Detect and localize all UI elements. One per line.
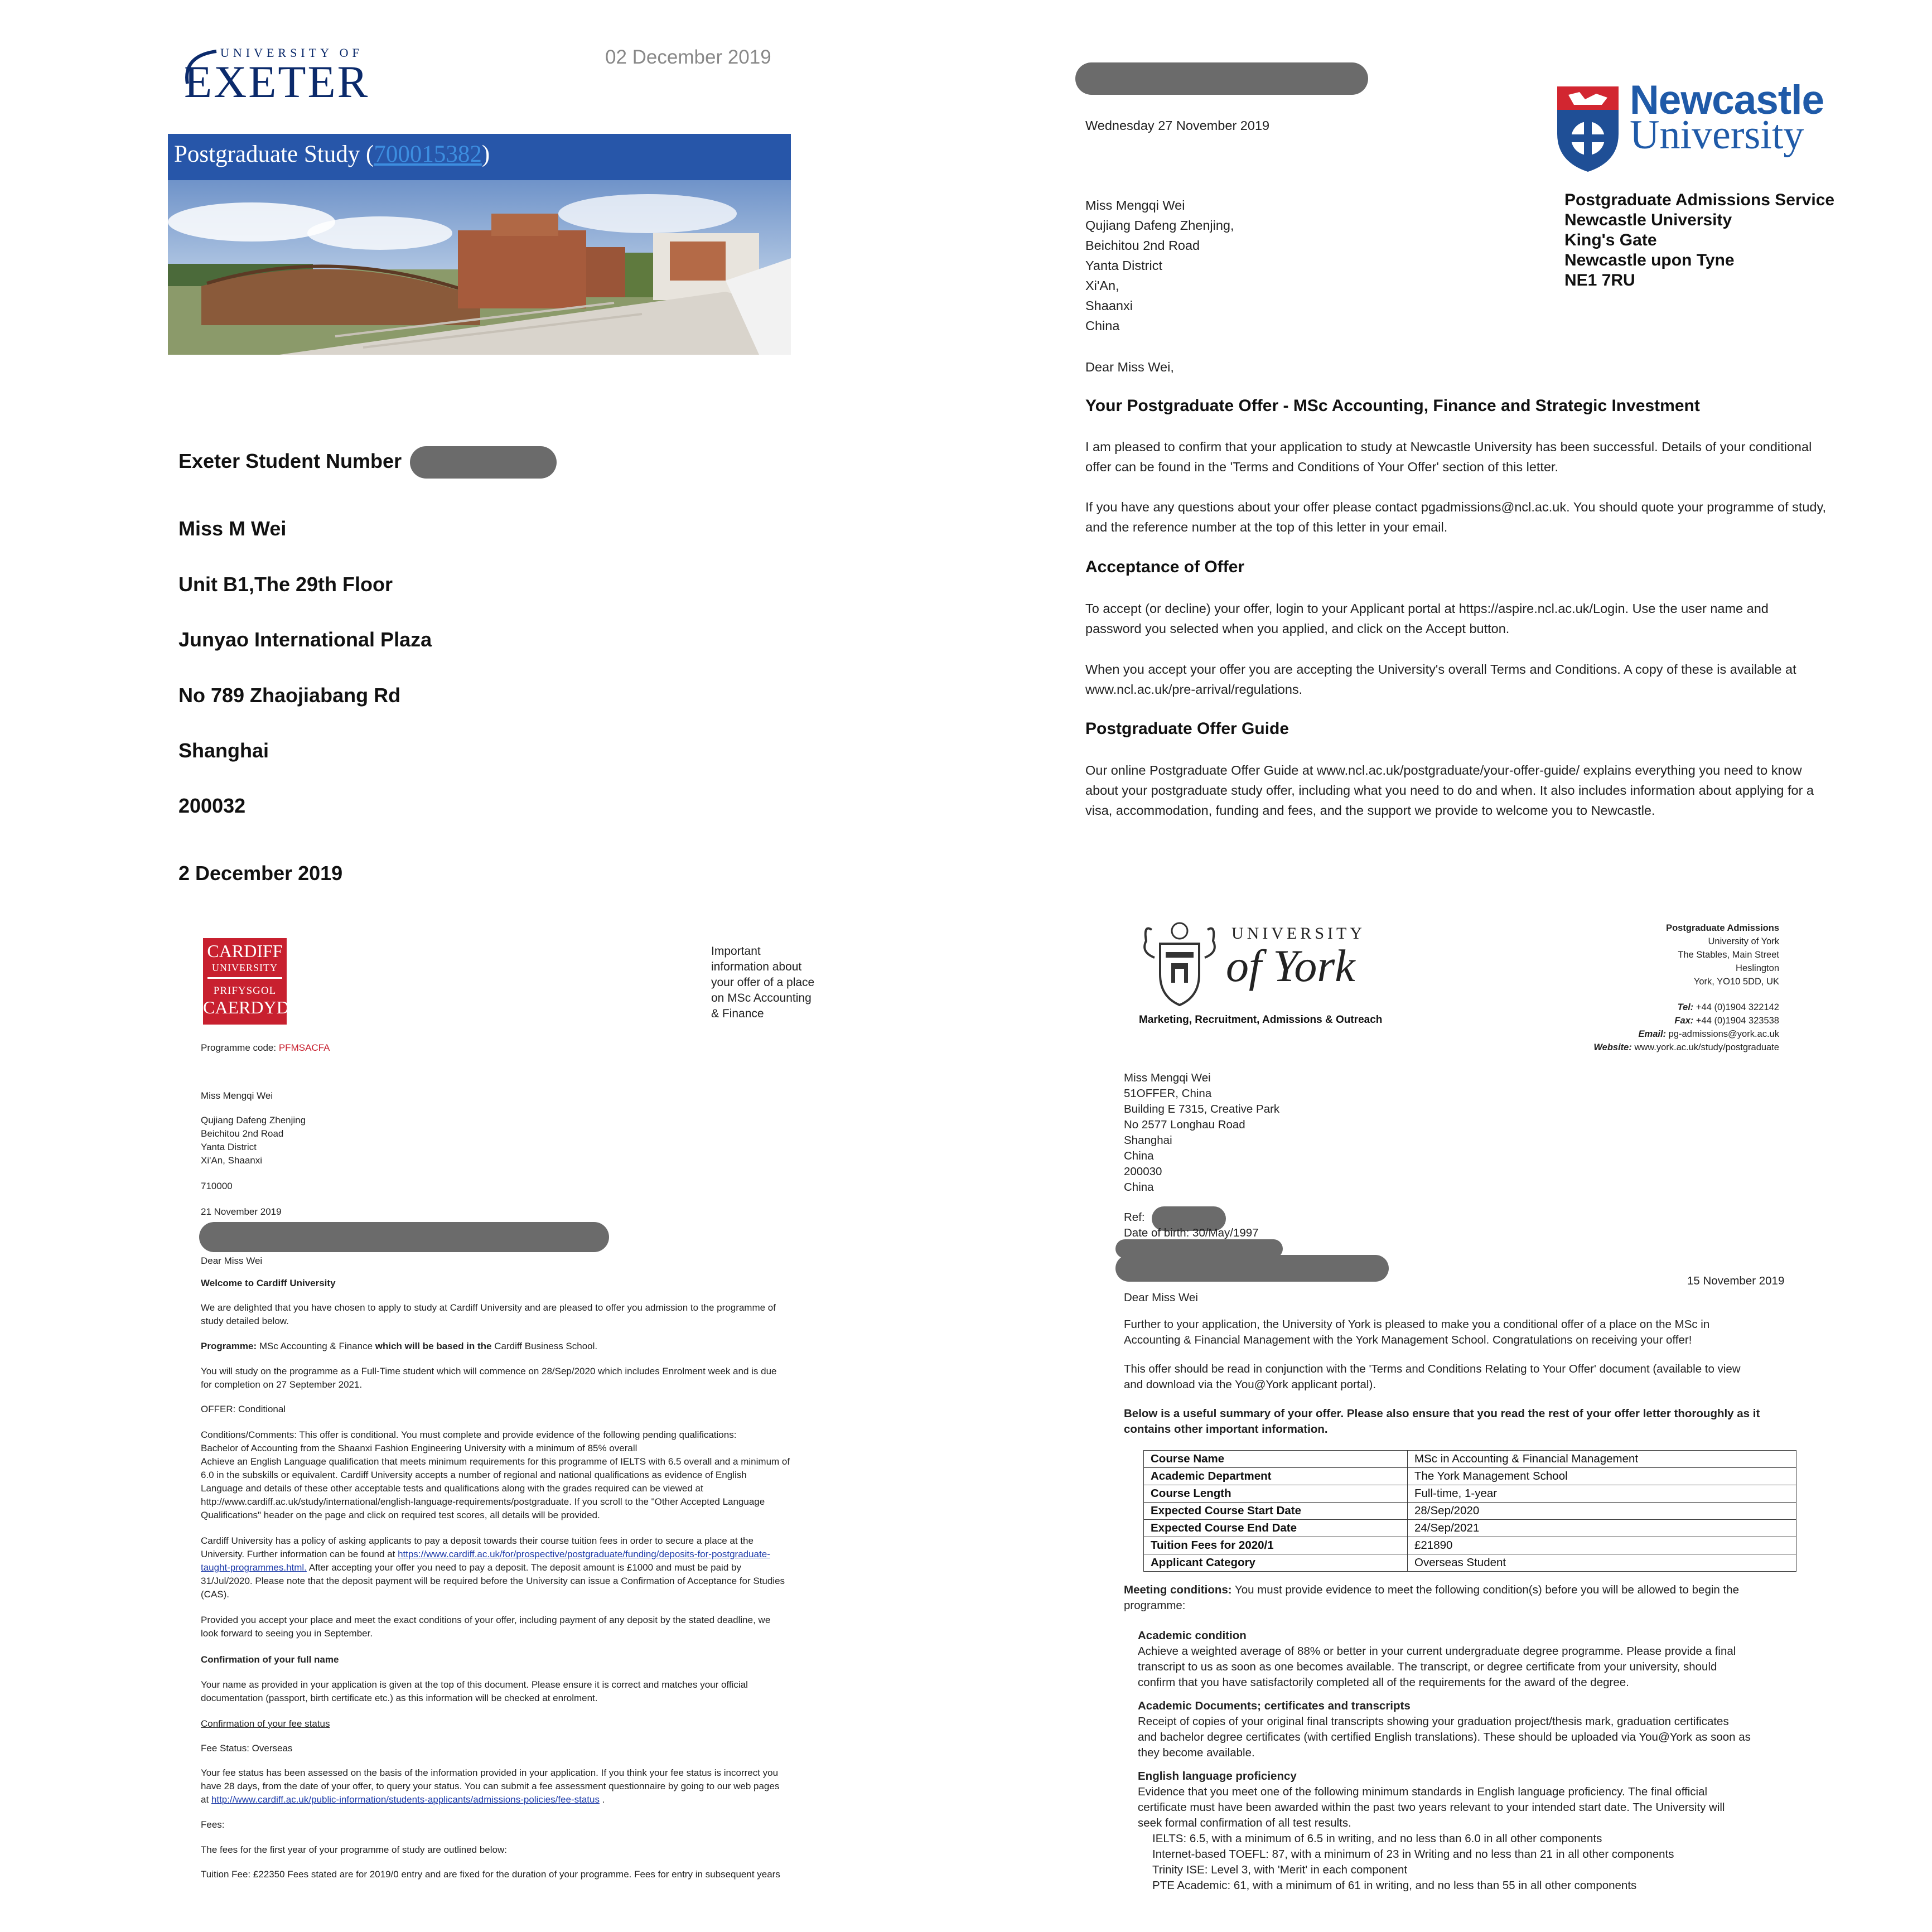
newcastle-offer-heading: Your Postgraduate Offer - MSc Accounting, Finance and Strategic Investment <box>1085 397 1700 415</box>
cardiff-paragraph: documentation (passport, birth certificate etc.) as this information will be checked at enrolment. <box>201 1693 598 1703</box>
table-value: Overseas Student <box>1408 1554 1796 1572</box>
cardiff-deposit-text: University. Further information can be found at <box>201 1549 398 1559</box>
cardiff-conditions-line: 6.0 in the subskills or equivalent. Cardiff University accepts a number of regional and national qualifications as evidence of English <box>201 1470 747 1480</box>
cardiff-offer-status: OFFER: Conditional <box>201 1404 286 1414</box>
cardiff-programme-line <box>201 1341 597 1352</box>
table-row <box>1144 1554 1796 1572</box>
table-row <box>1144 1468 1796 1485</box>
table-value: £21890 <box>1408 1537 1796 1554</box>
newcastle-paragraph: password you selected when you applied, and click on the Accept button. <box>1085 621 1510 636</box>
cardiff-important-info: information about <box>711 960 802 973</box>
exeter-letter-date: 02 December 2019 <box>605 46 771 68</box>
exeter-address-line: Unit B1,The 29th Floor <box>178 573 393 596</box>
table-key: Tuition Fees for 2020/1 <box>1144 1537 1408 1554</box>
newcastle-recipient-line: Beichitou 2nd Road <box>1085 238 1200 253</box>
newcastle-office-line: Newcastle upon Tyne <box>1564 251 1735 269</box>
table-key: Expected Course End Date <box>1144 1520 1408 1537</box>
cardiff-conditions-line: Bachelor of Accounting from the Shaanxi Fashion Engineering University with a minimum of 85% overall <box>201 1443 637 1453</box>
exeter-address-postcode: 200032 <box>178 794 246 817</box>
york-academic-text: confirm that you have satisfactorily completed all of the requirements for the award of the degree. <box>1138 1676 1629 1689</box>
newcastle-office-line: Postgraduate Admissions Service <box>1564 191 1835 209</box>
cardiff-deposit-link[interactable]: https://www.cardiff.ac.uk/for/prospective/postgraduate/funding/deposits-for-postgraduate- <box>398 1549 770 1559</box>
york-telephone <box>1445 1002 1779 1013</box>
cardiff-address-line: Qujiang Dafeng Zhenjing <box>201 1115 306 1126</box>
cardiff-tuition-fee: Tuition Fee: £22350 Fees stated are for 2019/0 entry and are fixed for the duration of your programme. Fees for entry in subsequent years <box>201 1869 780 1880</box>
cardiff-programme-code <box>201 1042 330 1054</box>
york-fax-label: Fax: <box>1674 1016 1694 1026</box>
york-reference-label: Ref: <box>1124 1211 1145 1224</box>
york-recipient-line: Building E 7315, Creative Park <box>1124 1103 1280 1115</box>
cardiff-deposit-link[interactable]: taught-programmes.html. <box>201 1562 307 1573</box>
newcastle-recipient-line: Qujiang Dafeng Zhenjing, <box>1085 218 1234 233</box>
york-recipient-name: Miss Mengqi Wei <box>1124 1071 1211 1084</box>
cardiff-name-heading: Confirmation of your full name <box>201 1654 339 1665</box>
newcastle-logo-wordmark: Newcastle <box>1630 78 1824 123</box>
cardiff-fee-text: Your fee status has been assessed on the basis of the information provided in your application. If you think your fee status is incorrect you <box>201 1767 779 1778</box>
exeter-address-line: No 789 Zhaojiabang Rd <box>178 684 401 707</box>
newcastle-paragraph: Our online Postgraduate Offer Guide at www.ncl.ac.uk/postgraduate/your-offer-guide/ explains everything you need to know <box>1085 763 1802 777</box>
cardiff-fee-status: Fee Status: Overseas <box>201 1743 293 1754</box>
cardiff-paragraph: for completion on 27 September 2021. <box>201 1379 363 1390</box>
cardiff-logo-line: CARDIFF <box>207 941 283 961</box>
newcastle-office-line: King's Gate <box>1564 231 1657 249</box>
cardiff-paragraph: Your name as provided in your application is given at the top of this document. Please ensure it is correct and matches your official <box>201 1679 748 1690</box>
table-value: 28/Sep/2020 <box>1408 1503 1796 1520</box>
table-value: Full-time, 1-year <box>1408 1485 1796 1503</box>
york-office-line: York, YO10 5DD, UK <box>1693 977 1779 987</box>
york-recipient-line: Shanghai <box>1124 1134 1172 1147</box>
york-meeting-label: Meeting conditions: <box>1124 1583 1232 1596</box>
exeter-address-city: Shanghai <box>178 739 269 762</box>
cardiff-programme-school: Cardiff Business School. <box>491 1341 598 1351</box>
cardiff-conditions-line: Language and details of these other acceptable tests and qualifications along with the grades required can be viewed at <box>201 1483 703 1494</box>
york-letter-date: 15 November 2019 <box>1687 1274 1785 1287</box>
cardiff-paragraph: look forward to seeing you in September. <box>201 1628 373 1639</box>
york-email-label: Email: <box>1638 1029 1667 1039</box>
newcastle-paragraph: and the reference number at the top of this letter in your email. <box>1085 520 1448 534</box>
table-key: Applicant Category <box>1144 1554 1408 1572</box>
cardiff-important-info: your offer of a place <box>711 976 815 989</box>
cardiff-postcode: 710000 <box>201 1181 233 1191</box>
redaction-newcastle-reference <box>1075 62 1368 95</box>
newcastle-acceptance-heading: Acceptance of Offer <box>1085 558 1245 576</box>
cardiff-recipient-name: Miss Mengqi Wei <box>201 1090 273 1101</box>
york-paragraph: Further to your application, the University of York is pleased to make you a conditional offer of a place on the MSc in <box>1124 1318 1710 1331</box>
york-telephone-value: +44 (0)1904 322142 <box>1693 1002 1779 1012</box>
cardiff-fees-text: The fees for the first year of your programme of study are outlined below: <box>201 1844 507 1855</box>
newcastle-guide-heading: Postgraduate Offer Guide <box>1085 719 1289 738</box>
york-office-title: Postgraduate Admissions <box>1666 923 1779 933</box>
cardiff-deposit-line: 31/Jul/2020. Please note that the deposit payment will be required before the University can issue a Confirmation of Acceptance for Studies <box>201 1576 785 1586</box>
york-english-test: Trinity ISE: Level 3, with 'Merit' in each component <box>1152 1863 1408 1876</box>
york-website <box>1445 1042 1779 1053</box>
cardiff-deposit-line: Cardiff University has a policy of asking applicants to pay a deposit towards their course tuition fees in order to secure a place at the <box>201 1535 754 1546</box>
table-key: Course Length <box>1144 1485 1408 1503</box>
newcastle-paragraph: visa, accommodation, funding and fees, and the support we provide to welcome you to Newcastle. <box>1085 803 1655 818</box>
york-academic-text: Achieve a weighted average of 88% or better in your current undergraduate degree programme. Please provide a final <box>1138 1645 1736 1658</box>
york-english-test: PTE Academic: 61, with a minimum of 61 in writing, and no less than 55 in all other components <box>1152 1879 1637 1892</box>
york-fax-value: +44 (0)1904 323538 <box>1693 1016 1779 1026</box>
york-fax <box>1445 1016 1779 1026</box>
york-recipient-line: China <box>1124 1149 1154 1162</box>
york-logo-of-york: of York <box>1226 940 1355 991</box>
exeter-student-number-label: Exeter Student Number <box>178 450 402 472</box>
york-meeting-conditions-cont: programme: <box>1124 1599 1186 1612</box>
cardiff-conditions-line: Qualifications" header on the page and click on required test scores, all details will be provided. <box>201 1510 600 1520</box>
york-email <box>1445 1029 1779 1040</box>
redaction-cardiff-reference <box>199 1222 609 1252</box>
york-academic-heading: Academic condition <box>1138 1629 1247 1642</box>
newcastle-recipient-line: Xi'An, <box>1085 278 1119 293</box>
redaction-york-line <box>1115 1255 1389 1282</box>
cardiff-programme-code-label: Programme code: <box>201 1042 279 1053</box>
york-email-value: pg-admissions@york.ac.uk <box>1666 1029 1779 1039</box>
york-documents-text: Receipt of copies of your original final transcripts showing your graduation project/thesis mark, graduation certificates <box>1138 1715 1729 1728</box>
exeter-letter-date-bottom: 2 December 2019 <box>178 862 343 885</box>
york-english-text: Evidence that you meet one of the following minimum standards in English language proficiency. The final official <box>1138 1785 1708 1798</box>
table-value: MSc in Accounting & Financial Management <box>1408 1451 1796 1468</box>
newcastle-shield-icon <box>1554 84 1621 173</box>
york-salutation: Dear Miss Wei <box>1124 1291 1198 1304</box>
york-english-test: Internet-based TOEFL: 87, with a minimum of 23 in Writing and no less than 21 in all other components <box>1152 1848 1674 1861</box>
cardiff-logo-line: PRIFYSGOL <box>213 985 277 997</box>
newcastle-paragraph: To accept (or decline) your offer, login to your Applicant portal at https://aspire.ncl.ac.uk/Login. Use the user name and <box>1085 601 1769 616</box>
cardiff-paragraph: Provided you accept your place and meet the exact conditions of your offer, including payment of any deposit by the stated deadline, we <box>201 1615 771 1625</box>
york-meeting-conditions <box>1124 1583 1739 1597</box>
exeter-banner-prefix: Postgraduate Study ( <box>174 141 374 167</box>
newcastle-paragraph: about your postgraduate study offer, including what you need to do and when. It also includes information about applying for a <box>1085 783 1814 798</box>
exeter-address-line: Junyao International Plaza <box>178 628 432 651</box>
newcastle-letter-date: Wednesday 27 November 2019 <box>1085 118 1270 133</box>
york-english-test: IELTS: 6.5, with a minimum of 6.5 in writing, and no less than 6.0 in all other components <box>1152 1832 1602 1845</box>
newcastle-recipient-name: Miss Mengqi Wei <box>1085 198 1185 212</box>
york-paragraph: This offer should be read in conjunction with the 'Terms and Conditions Relating to Your Offer' document (available to view <box>1124 1363 1741 1375</box>
york-office-line: The Stables, Main Street <box>1678 950 1779 960</box>
newcastle-paragraph: offer can be found in the 'Terms and Conditions of Your Offer' section of this letter. <box>1085 460 1559 474</box>
table-row <box>1144 1503 1796 1520</box>
york-website-value: www.york.ac.uk/study/postgraduate <box>1631 1042 1779 1052</box>
york-english-text: seek formal confirmation of all test results. <box>1138 1817 1351 1829</box>
cardiff-fee-text: have 28 days, from the date of your offer, to query your status. You can submit a fee assessment questionnaire by going to our web pages <box>201 1781 780 1791</box>
york-recipient-line: 51OFFER, China <box>1124 1087 1212 1100</box>
york-recipient-line: China <box>1124 1181 1154 1194</box>
table-row <box>1144 1451 1796 1468</box>
redaction-exeter-student-number <box>410 446 557 479</box>
york-department-subtitle: Marketing, Recruitment, Admissions & Outreach <box>1139 1014 1383 1026</box>
cardiff-important-info: on MSc Accounting <box>711 992 812 1004</box>
york-meeting-text: You must provide evidence to meet the following condition(s) before you will be allowed to begin the <box>1231 1583 1739 1596</box>
newcastle-paragraph: If you have any questions about your offer please contact pgadmissions@ncl.ac.uk. You should quote your programme of study, <box>1085 500 1827 514</box>
newcastle-logo-university: University <box>1630 112 1804 158</box>
exeter-banner-suffix: ) <box>481 141 490 167</box>
york-documents-heading: Academic Documents; certificates and transcripts <box>1138 1699 1411 1712</box>
york-website-label: Website: <box>1593 1042 1632 1052</box>
york-logo-university: UNIVERSITY <box>1231 924 1365 943</box>
york-recipient-line: No 2577 Longhau Road <box>1124 1118 1245 1131</box>
cardiff-deposit-line <box>201 1549 770 1560</box>
york-academic-text: transcript to us as soon as one becomes available. The transcript, or degree certificate from your university, should <box>1138 1660 1717 1673</box>
york-summary-note: contains other important information. <box>1124 1423 1328 1436</box>
table-key: Course Name <box>1144 1451 1408 1468</box>
york-documents-text: they become available. <box>1138 1746 1255 1759</box>
newcastle-paragraph: I am pleased to confirm that your application to study at Newcastle University has been successful. Details of your conditional <box>1085 439 1812 454</box>
cardiff-paragraph: We are delighted that you have chosen to apply to study at Cardiff University and are pleased to offer you admission to the programme of <box>201 1302 776 1313</box>
cardiff-paragraph: study detailed below. <box>201 1316 289 1326</box>
cardiff-fee-text <box>201 1794 605 1805</box>
york-recipient-line: 200030 <box>1124 1165 1162 1178</box>
cardiff-conditions-line: Conditions/Comments: This offer is conditional. You must complete and provide evidence of the following pending qualifications: <box>201 1429 737 1440</box>
cardiff-salutation: Dear Miss Wei <box>201 1255 263 1266</box>
cardiff-logo-line: UNIVERSITY <box>212 962 278 973</box>
exeter-banner-title <box>174 141 490 168</box>
cardiff-deposit-line <box>201 1562 741 1573</box>
cardiff-letter-date: 21 November 2019 <box>201 1206 282 1217</box>
exeter-logo-wordmark: EXETER <box>184 56 370 107</box>
cardiff-fee-text-pre: at <box>201 1794 211 1805</box>
newcastle-office-line: NE1 7RU <box>1564 271 1635 289</box>
newcastle-paragraph: When you accept your offer you are accepting the University's overall Terms and Conditions. A copy of these is available at <box>1085 662 1796 677</box>
cardiff-conditions-line: http://www.cardiff.ac.uk/study/international/english-language-requirements/postgraduate. If you scroll to the "Other Accepted Language <box>201 1496 765 1507</box>
cardiff-address-line: Beichitou 2nd Road <box>201 1128 284 1139</box>
table-row <box>1144 1520 1796 1537</box>
cardiff-deposit-text: After accepting your offer you need to pay a deposit. The deposit amount is £1000 and must be paid by <box>306 1562 741 1573</box>
table-key: Academic Department <box>1144 1468 1408 1485</box>
cardiff-programme-code-value: PFMSACFA <box>278 1042 330 1053</box>
york-telephone-label: Tel: <box>1677 1002 1694 1012</box>
cardiff-important-info: & Finance <box>711 1007 764 1020</box>
cardiff-logo-divider <box>207 977 282 979</box>
cardiff-fee-status-link[interactable]: http://www.cardiff.ac.uk/public-information/students-applicants/admissions-policies/fee-status <box>211 1794 600 1805</box>
york-paragraph: Accounting & Financial Management with the York Management School. Congratulations on receiving your offer! <box>1124 1334 1692 1346</box>
cardiff-deposit-line: (CAS). <box>201 1589 229 1600</box>
cardiff-address-line: Yanta District <box>201 1142 257 1152</box>
cardiff-fee-text-post: . <box>599 1794 605 1805</box>
cardiff-programme-mid: which will be based in the <box>375 1341 492 1351</box>
york-documents-text: and bachelor degree certificates (with certified English translations). These should be uploaded via You@York as soon as <box>1138 1731 1751 1743</box>
newcastle-salutation: Dear Miss Wei, <box>1085 360 1174 374</box>
cardiff-logo-line: CAERDYDD <box>203 997 302 1017</box>
york-crest-icon <box>1141 919 1219 1008</box>
york-english-text: certificate must have been awarded within the past two years relevant to your intended start date. The University will <box>1138 1801 1725 1814</box>
york-summary-note: Below is a useful summary of your offer. Please also ensure that you read the rest of your offer letter thoroughly as it <box>1124 1407 1760 1420</box>
table-value: The York Management School <box>1408 1468 1796 1485</box>
table-value: 24/Sep/2021 <box>1408 1520 1796 1537</box>
york-office-line: University of York <box>1708 936 1779 946</box>
table-row <box>1144 1537 1796 1554</box>
cardiff-conditions-line: Achieve an English Language qualification that meets minimum requirements for this programme of IELTS with 6.5 overall and a minimum of <box>201 1456 790 1467</box>
cardiff-fees-label: Fees: <box>201 1819 225 1830</box>
newcastle-recipient-line: China <box>1085 318 1120 333</box>
cardiff-welcome-heading: Welcome to Cardiff University <box>201 1278 336 1288</box>
cardiff-important-info: Important <box>711 945 761 958</box>
exeter-campus-photo <box>168 180 791 355</box>
newcastle-recipient-line: Shaanxi <box>1085 298 1133 313</box>
cardiff-address-line: Xi'An, Shaanxi <box>201 1155 263 1166</box>
table-key: Expected Course Start Date <box>1144 1503 1408 1520</box>
exeter-logo-university-of: UNIVERSITY OF <box>220 46 363 60</box>
exeter-recipient-name: Miss M Wei <box>178 517 287 540</box>
cardiff-programme-value: MSc Accounting & Finance <box>257 1341 375 1351</box>
newcastle-paragraph: www.ncl.ac.uk/pre-arrival/regulations. <box>1085 682 1303 697</box>
exeter-banner-reference-link[interactable]: 700015382 <box>374 141 482 167</box>
york-date-of-birth: Date of birth: 30/May/1997 <box>1124 1226 1259 1239</box>
newcastle-recipient-line: Yanta District <box>1085 258 1162 273</box>
york-offer-summary-table <box>1143 1450 1796 1572</box>
york-office-line: Heslington <box>1736 963 1779 973</box>
cardiff-programme-label: Programme: <box>201 1341 257 1351</box>
york-paragraph: and download via the You@York applicant portal). <box>1124 1378 1376 1391</box>
cardiff-paragraph: You will study on the programme as a Full-Time student which will commence on 28/Sep/2020 which includes Enrolment week and is due <box>201 1366 777 1376</box>
newcastle-office-line: Newcastle University <box>1564 211 1732 229</box>
table-row <box>1144 1485 1796 1503</box>
york-english-heading: English language proficiency <box>1138 1770 1297 1783</box>
cardiff-fee-heading: Confirmation of your fee status <box>201 1718 330 1729</box>
